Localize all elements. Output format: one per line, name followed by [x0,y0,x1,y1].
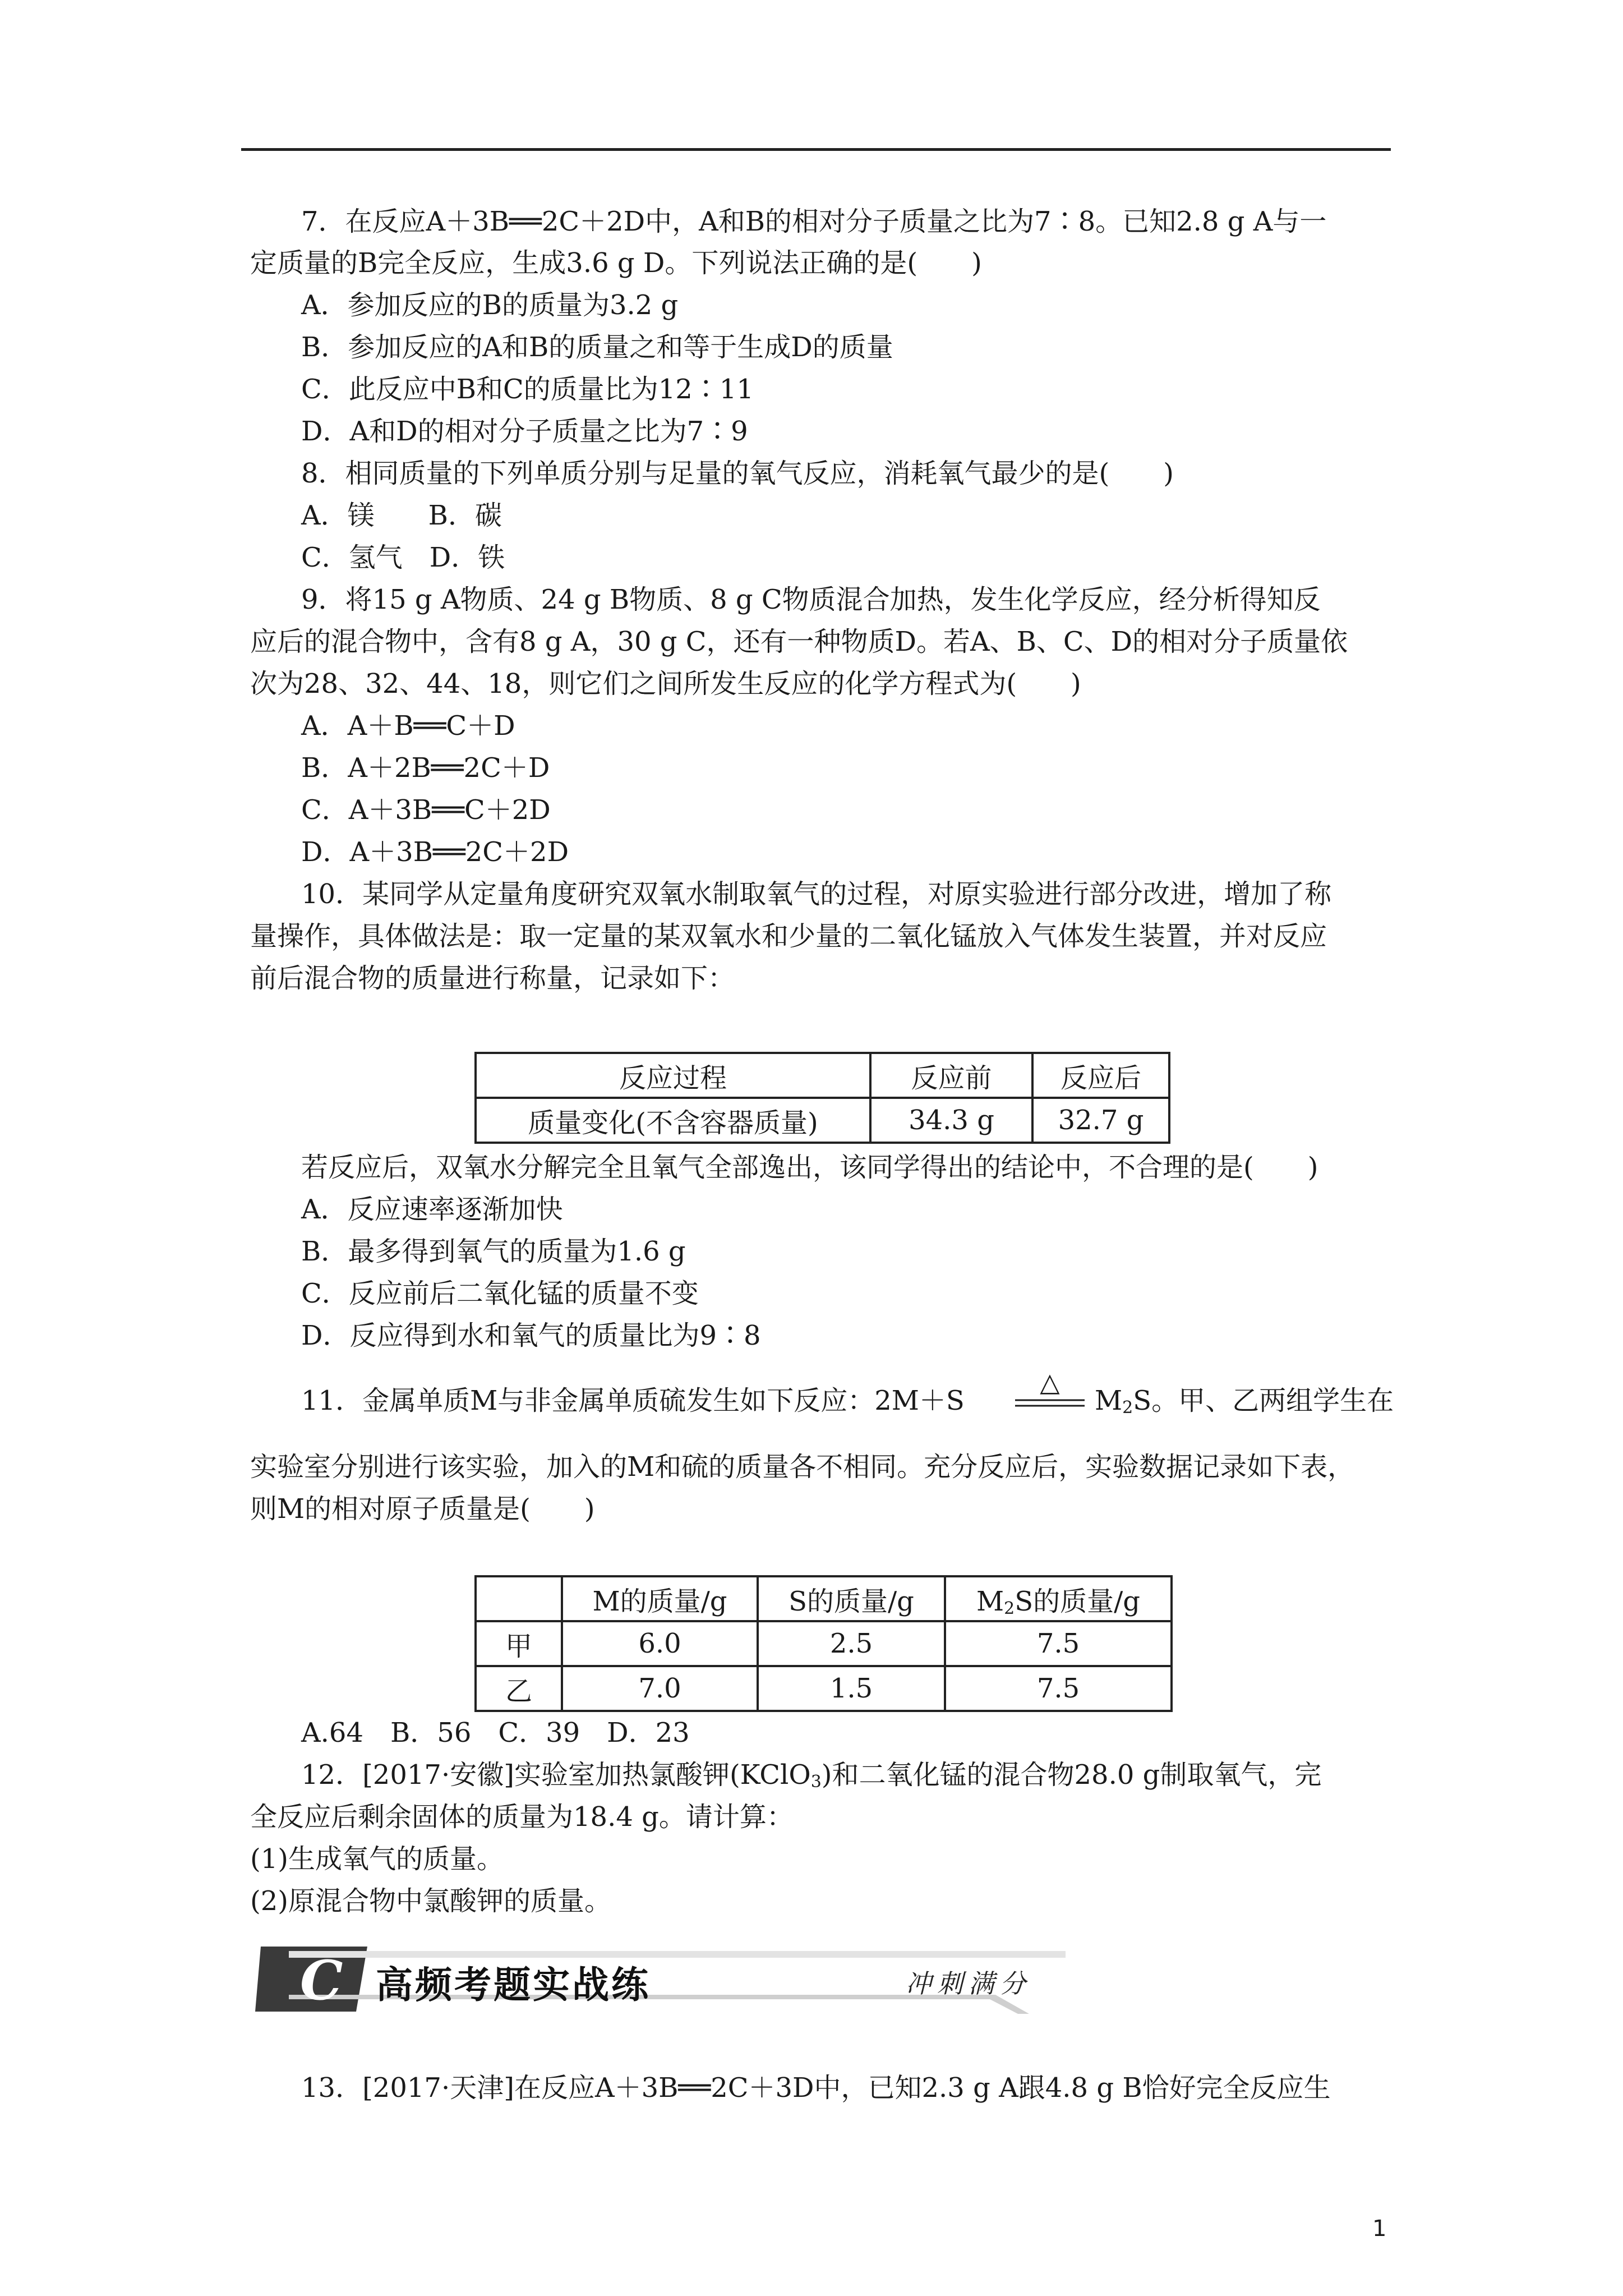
q10-followup: 若反应后，双氧水分解完全且氧气全部逸出，该同学得出的结论中，不合理的是( ) [301,1152,1318,1183]
table-row [476,1098,1169,1143]
q8-options-ab: A．镁 B．碳 [301,500,502,531]
section-title: 高频考题实战练 [376,1963,651,2007]
q10-option-d: D．反应得到水和氧气的质量比为9∶8 [301,1320,761,1351]
q11-stem-line-1 [301,1383,965,1419]
q9-stem-line-1: 9．将15 g A物质、24 g B物质、8 g C物质混合加热，发生化学反应，经分析得知反 [301,584,1321,615]
q9-option-d: D．A＋3B══2C＋2D [301,836,569,868]
q11-jia-product: 7.5 [945,1621,1172,1666]
q11-row-label-yi: 乙 [476,1666,562,1711]
q10-option-a: A．反应速率逐渐加快 [301,1194,563,1225]
q11-row-label-jia: 甲 [476,1621,562,1666]
q12-part-2: (2)原混合物中氯酸钾的质量。 [250,1885,611,1917]
q10-value-before: 34.3 g [870,1098,1032,1143]
q7-option-b: B．参加反应的A和B的质量之和等于生成D的质量 [301,332,893,363]
q7-option-d: D．A和D的相对分子质量之比为7∶9 [301,416,748,447]
q11-jia-m: 6.0 [562,1621,758,1666]
page-number: 1 [1372,2216,1387,2242]
q10-data-table [474,1052,1170,1144]
q11-yi-product: 7.5 [945,1666,1172,1711]
q11-stem-line-2: 实验室分别进行该实验，加入的M和硫的质量各不相同。充分反应后，实验数据记录如下表， [250,1451,1355,1483]
table-row [476,1053,1169,1098]
section-letter-icon: C [300,1949,343,2012]
q8-stem: 8．相同质量的下列单质分别与足量的氧气反应，消耗氧气最少的是( ) [301,458,1174,489]
q11-data-table [474,1575,1173,1712]
q11-header-product-subscript: 2 [1004,1598,1015,1618]
q10-option-c: C．反应前后二氧化锰的质量不变 [301,1278,699,1309]
q9-option-c: C．A＋3B══C＋2D [301,794,551,826]
q11-stem-product [1095,1383,1394,1426]
q10-stem-line-1: 10．某同学从定量角度研究双氧水制取氧气的过程，对原实验进行部分改进，增加了称 [301,878,1332,910]
q9-stem-line-2: 应后的混合物中，含有8 g A，30 g C，还有一种物质D。若A、B、C、D的相对分子质量依 [250,626,1348,657]
q10-option-b: B．最多得到氧气的质量为1.6 g [301,1236,686,1267]
q11-product-subscript: 2 [1122,1398,1133,1418]
q11-stem-line-3: 则M的相对原子质量是( ) [250,1493,595,1525]
q11-header-m-mass: M的质量/g [562,1576,758,1621]
q9-stem-line-3: 次为28、32、44、18，则它们之间所发生反应的化学方程式为( ) [250,668,1081,700]
q7-option-c: C．此反应中B和C的质量比为12∶11 [301,374,754,405]
table-row [476,1576,1172,1621]
q10-header-process: 反应过程 [476,1053,870,1098]
header-rule [241,148,1391,151]
q10-header-before: 反应前 [870,1053,1032,1098]
q12-stem-prefix: 12．[2017·安徽]实验室加热氯酸钾(KClO [301,1759,811,1791]
q7-option-a: A．参加反应的B的质量为3.2 g [301,289,679,321]
q11-header-blank [476,1576,562,1621]
q13-stem: 13．[2017·天津]在反应A＋3B══2C＋3D中，已知2.3 g A跟4.8 g B恰好完全反应生 [301,2072,1331,2104]
table-row [476,1621,1172,1666]
q10-stem-line-3: 前后混合物的质量进行称量，记录如下： [250,963,735,994]
q11-header-product-m: M [976,1585,1004,1617]
q12-part-1: (1)生成氧气的质量。 [250,1843,504,1875]
q12-formula-subscript: 3 [810,1772,822,1792]
q10-stem-line-2: 量操作，具体做法是：取一定量的某双氧水和少量的二氧化锰放入气体发生装置，并对反应 [250,921,1327,952]
q11-header-s-mass: S的质量/g [758,1576,945,1621]
q10-header-after: 反应后 [1032,1053,1169,1098]
q7-stem-line-2: 定质量的B完全反应，生成3.6 g D。下列说法正确的是( ) [250,247,982,279]
q8-options-cd: C．氢气 D．铁 [301,542,505,573]
q12-stem-suffix: )和二氧化锰的混合物28.0 g制取氧气，完 [821,1759,1322,1791]
q11-product-m: M [1095,1385,1123,1416]
q10-value-after: 32.7 g [1032,1098,1169,1143]
q11-yi-m: 7.0 [562,1666,758,1711]
heating-triangle-icon: △ [1040,1369,1060,1397]
q11-jia-s: 2.5 [758,1621,945,1666]
q11-stem-prefix: 11．金属单质M与非金属单质硫发生如下反应：2M＋S [301,1385,965,1416]
section-subtitle: 冲刺满分 [906,1968,1031,1999]
q12-stem-line-1 [301,1757,1321,1800]
q12-stem-line-2: 全反应后剩余固体的质量为18.4 g。请计算： [250,1801,794,1833]
q9-option-a: A．A＋B══C＋D [301,710,515,742]
q11-options: A.64 B．56 C．39 D．23 [301,1717,690,1749]
q10-row-label: 质量变化(不含容器质量) [476,1098,870,1143]
table-row [476,1666,1172,1711]
q7-stem-line-1: 7．在反应A＋3B══2C＋2D中，A和B的相对分子质量之比为7∶8。已知2.8 g A与一 [301,206,1327,237]
q11-header-product-mass [945,1576,1172,1621]
q11-yi-s: 1.5 [758,1666,945,1711]
q9-option-b: B．A＋2B══2C＋D [301,752,550,784]
heating-condition-arrow [1013,1369,1087,1414]
q11-header-product-suffix: S的质量/g [1015,1585,1141,1617]
q11-stem-suffix: S。甲、乙两组学生在 [1133,1385,1394,1416]
